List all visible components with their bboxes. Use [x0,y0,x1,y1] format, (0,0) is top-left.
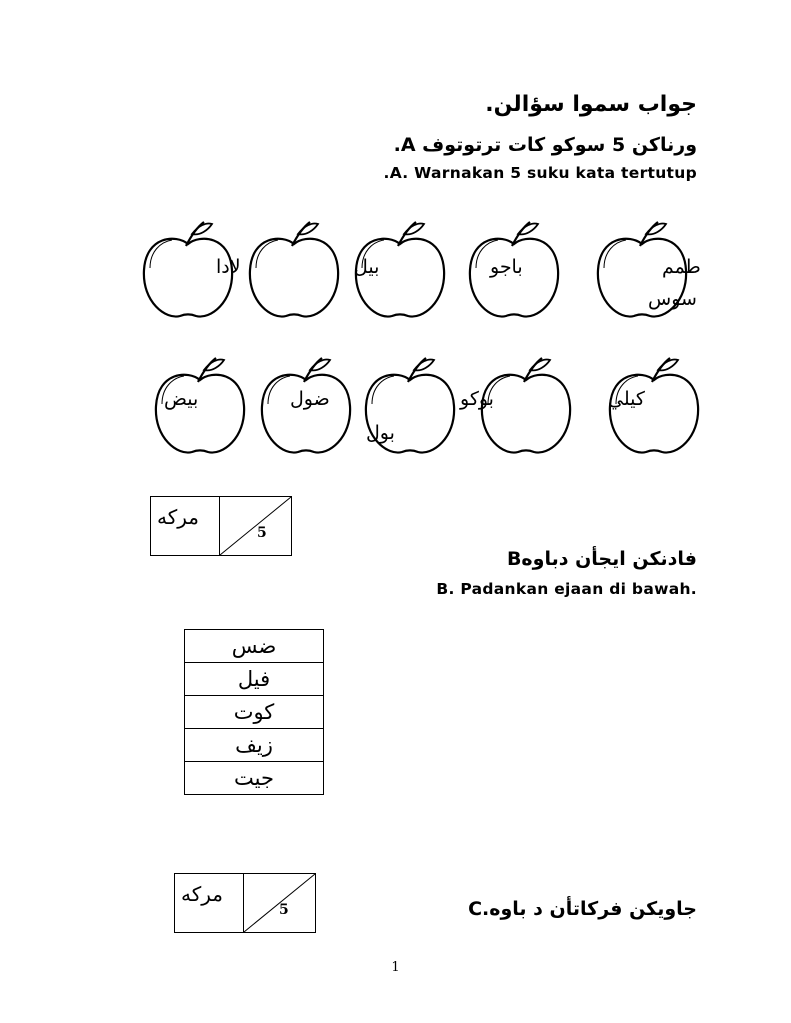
score-box-diagonal [220,497,291,555]
word-cell: زيف [185,729,324,762]
table-row [185,762,324,795]
table-row [185,729,324,762]
score-box [174,873,316,933]
word-list-table [184,629,324,795]
section-b-heading: Bفادنكن ايجأن دباوه [506,548,697,570]
table-row [185,663,324,696]
apple-word: لادا [216,256,241,278]
word-cell: ضس [185,630,324,663]
page-title: جواب سموا سؤالن. [485,92,697,117]
apple-word: بوكو [460,388,494,410]
score-total: 5 [257,525,267,541]
apple-word: بول [366,422,395,444]
apple-word: بيل [354,256,380,278]
table-row [185,630,324,663]
score-total: 5 [279,902,289,918]
apple-word: بيض [164,388,199,410]
apple-word: باجو [490,256,523,278]
score-label: مركه [181,882,223,906]
page-number: 1 [391,960,400,975]
apple-icon [482,358,570,453]
section-c-heading: جاويكن فركاتأن د باوه.C [468,898,697,920]
word-cell: كوت [185,696,324,729]
section-b-instruction: B. Padankan ejaan di bawah. [436,580,697,598]
score-label: مركه [157,505,199,529]
apple-word: سوس [648,288,697,310]
apple-icon [250,222,338,317]
apple-word: ضول [290,388,330,410]
section-a-heading: ورناكن 5 سوكو كات ترتوتوف A. [393,134,697,156]
apple-word: كيلي [608,388,645,410]
score-box [150,496,292,556]
section-a-instruction: .A. Warnakan 5 suku kata tertutup [383,164,697,182]
word-cell: جيت [185,762,324,795]
table-row [185,696,324,729]
word-cell: فيل [185,663,324,696]
apple-word: طمم [662,256,701,278]
